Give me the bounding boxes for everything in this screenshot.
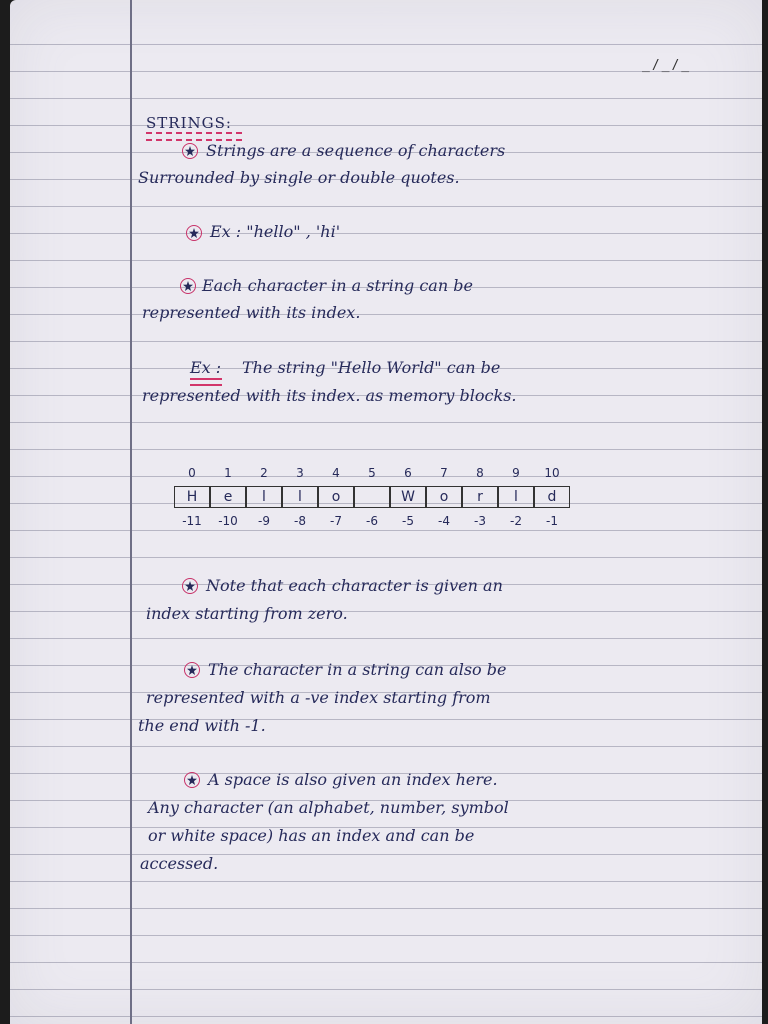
positive-index: 9 [512, 466, 520, 480]
memory-cell: l [282, 486, 318, 508]
memory-cell: e [210, 486, 246, 508]
positive-index: 8 [476, 466, 484, 480]
positive-index: 10 [544, 466, 560, 480]
note-4-line-1: The string "Hello World" can be [242, 358, 501, 377]
memory-cell: r [462, 486, 498, 508]
negative-index: -5 [402, 514, 414, 528]
memory-cell: l [246, 486, 282, 508]
note-5-line-2: index starting from zero. [146, 604, 348, 623]
negative-index: -1 [546, 514, 558, 528]
negative-index-row [170, 514, 570, 530]
positive-index: 6 [404, 466, 412, 480]
positive-index: 4 [332, 466, 340, 480]
note-7-line-1: A space is also given an index here. [208, 770, 498, 789]
positive-index-row [170, 466, 570, 482]
page-title: STRINGS: [146, 114, 232, 132]
note-7-line-4: accessed. [140, 854, 219, 873]
note-1-line-2: Surrounded by single or double quotes. [138, 168, 460, 187]
positive-index: 3 [296, 466, 304, 480]
note-6-line-3: the end with -1. [138, 716, 266, 735]
example-label: Ex : [190, 358, 222, 377]
star-bullet-icon [184, 772, 200, 788]
memory-cell: o [426, 486, 462, 508]
note-2-line-1: Ex : "hello" , 'hi' [210, 222, 341, 241]
negative-index: -8 [294, 514, 306, 528]
positive-index: 1 [224, 466, 232, 480]
memory-cell: H [174, 486, 210, 508]
note-4-line-2: represented with its index. as memory blocks. [142, 386, 517, 405]
positive-index: 2 [260, 466, 268, 480]
memory-cell: l [498, 486, 534, 508]
memory-cell: o [318, 486, 354, 508]
memory-cell: W [390, 486, 426, 508]
note-1-line-1: Strings are a sequence of characters [206, 141, 506, 160]
note-7-line-2: Any character (an alphabet, number, symbol [148, 798, 509, 817]
star-bullet-icon [182, 578, 198, 594]
note-3-line-2: represented with its index. [142, 303, 361, 322]
negative-index: -2 [510, 514, 522, 528]
note-3-line-1: Each character in a string can be [202, 276, 473, 295]
note-6-line-1: The character in a string can also be [208, 660, 507, 679]
notebook-page [10, 0, 762, 1024]
margin-line [130, 0, 132, 1024]
negative-index: -9 [258, 514, 270, 528]
positive-index: 5 [368, 466, 376, 480]
negative-index: -7 [330, 514, 342, 528]
negative-index: -3 [474, 514, 486, 528]
negative-index: -6 [366, 514, 378, 528]
date-field: _/_/_ [642, 58, 692, 73]
note-5-line-1: Note that each character is given an [206, 576, 503, 595]
note-7-line-3: or white space) has an index and can be [148, 826, 475, 845]
example-underline [190, 378, 222, 386]
memory-cell [354, 486, 390, 508]
memory-cell: d [534, 486, 570, 508]
negative-index: -10 [218, 514, 238, 528]
memory-blocks [174, 486, 570, 508]
positive-index: 7 [440, 466, 448, 480]
star-bullet-icon [182, 143, 198, 159]
star-bullet-icon [180, 278, 196, 294]
positive-index: 0 [188, 466, 196, 480]
star-bullet-icon [184, 662, 200, 678]
star-bullet-icon [186, 225, 202, 241]
negative-index: -11 [182, 514, 202, 528]
note-6-line-2: represented with a -ve index starting from [146, 688, 491, 707]
negative-index: -4 [438, 514, 450, 528]
heading-underline [146, 132, 242, 141]
